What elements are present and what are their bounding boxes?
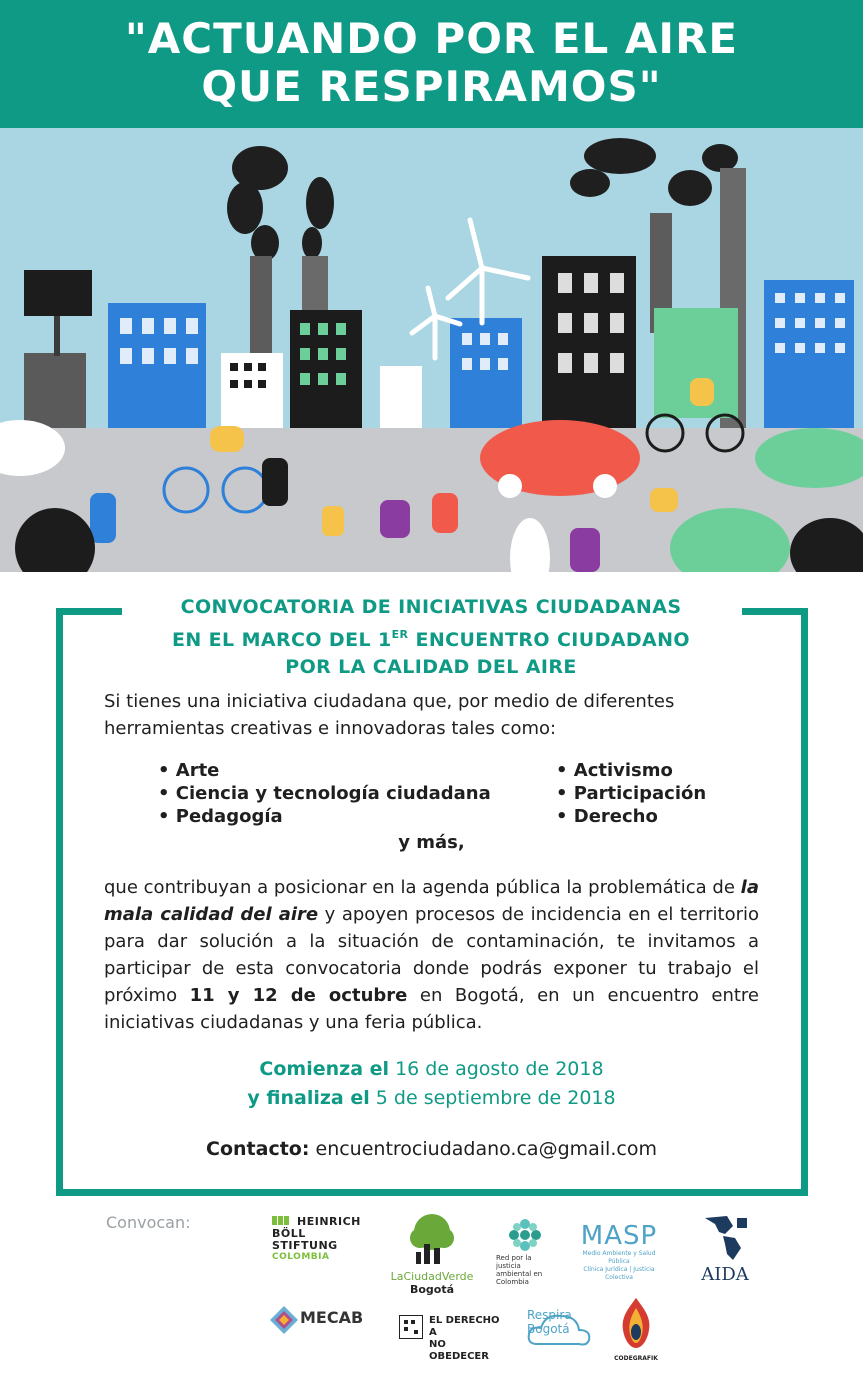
- lcv-name: LaCiudadVerde: [390, 1270, 474, 1283]
- masp-subtitle-2: Clínica Jurídica | Justicia Colectiva: [583, 1266, 655, 1281]
- derecho-line-2: NO OBEDECER: [429, 1339, 489, 1362]
- codegrafik-name: CODEGRAFIK: [614, 1355, 658, 1362]
- flame-icon: [619, 1296, 653, 1350]
- subtitle-line-2: [120, 621, 742, 654]
- start-date: 16 de agosto de 2018: [389, 1058, 604, 1080]
- contact-label: Contacto:: [206, 1138, 310, 1160]
- masp-subtitle-1: Medio Ambiente y Salud Pública: [582, 1250, 656, 1265]
- respira-line-1: Respira: [527, 1308, 572, 1322]
- grid-mark-icon: [399, 1315, 423, 1339]
- americas-map-icon: [697, 1214, 753, 1262]
- derecho-text: [429, 1315, 503, 1363]
- subtitle-line-2-pre: EN EL MARCO DEL 1: [171, 629, 392, 651]
- aida-logo: [690, 1214, 760, 1285]
- bullet-item: • Participación: [556, 783, 707, 804]
- derecho-line-1: EL DERECHO A: [429, 1315, 500, 1338]
- subtitle-line-3: POR LA CALIDAD DEL AIRE: [285, 656, 577, 678]
- bullet-item: • Ciencia y tecnología ciudadana: [158, 783, 491, 804]
- hbs-mark-icon: [272, 1216, 294, 1225]
- end-label: y finaliza el: [247, 1087, 370, 1109]
- convocan-label: Convocan:: [106, 1213, 191, 1232]
- heinrich-boll-logo: [272, 1216, 372, 1262]
- respira-line-2: Bogotá: [527, 1322, 570, 1336]
- end-date-line: [0, 1084, 863, 1113]
- red-text: Red por la justicia ambiental en Colombia: [496, 1254, 543, 1286]
- start-date-line: [0, 1055, 863, 1084]
- end-date: 5 de septiembre de 2018: [369, 1087, 616, 1109]
- mecab-mark-icon: [270, 1306, 298, 1334]
- mecab-name: MECAB: [300, 1308, 364, 1327]
- event-dates: 11 y 12 de octubre: [189, 985, 408, 1006]
- hbs-line: STIFTUNG: [272, 1239, 338, 1252]
- respira-text: [527, 1308, 572, 1336]
- body-part-2: y apoyen procesos de incidencia en el territorio para dar solución a la situación de contaminación, te invitamos a participar de esta convocatoria donde podrás exponer tu trabajo el próximo: [104, 904, 759, 1006]
- start-label: Comienza el: [259, 1058, 390, 1080]
- header-banner: [0, 0, 863, 128]
- body-part-3: en Bogotá, en un encuentro entre iniciativas ciudadanas y una feria pública.: [104, 985, 759, 1033]
- bullet-list-right: [556, 759, 706, 828]
- aida-name: AIDA: [701, 1264, 749, 1285]
- hbs-country: COLOMBIA: [272, 1252, 330, 1262]
- respira-bogota-logo: [525, 1306, 595, 1354]
- bullet-item: • Derecho: [556, 806, 658, 827]
- hbs-line: BÖLL: [272, 1227, 306, 1240]
- title-line-2: QUE RESPIRAMOS": [201, 62, 662, 111]
- title-line-1: "ACTUANDO POR EL AIRE: [124, 14, 739, 63]
- tree-icon: [402, 1212, 462, 1264]
- red-justicia-ambiental-logo: [496, 1218, 556, 1286]
- derecho-no-obedecer-logo: [399, 1315, 503, 1362]
- mecab-logo: [270, 1306, 382, 1338]
- masp-logo: [572, 1222, 666, 1282]
- body-part-1: que contribuyan a posicionar en la agenda pública la problemática de: [104, 877, 741, 898]
- subtitle-line-1: CONVOCATORIA DE INICIATIVAS CIUDADANAS: [180, 596, 682, 618]
- bullet-list-left: [158, 759, 491, 828]
- masp-name: MASP: [580, 1221, 658, 1251]
- bullet-item: • Arte: [158, 760, 220, 781]
- contact-line: [0, 1138, 863, 1160]
- body-paragraph: [104, 874, 759, 1036]
- city-pollution-illustration: [0, 128, 863, 572]
- and-more-text: y más,: [398, 832, 465, 853]
- la-ciudad-verde-logo: [390, 1212, 474, 1296]
- illustration-svg: [0, 128, 863, 572]
- subtitle-ordinal: ER: [391, 628, 409, 641]
- hbs-line: HEINRICH: [297, 1215, 361, 1228]
- lcv-city: Bogotá: [409, 1283, 455, 1296]
- intro-text: Si tienes una iniciativa ciudadana que, por medio de diferentes herramientas creativas e innovadoras tales como:: [104, 691, 675, 739]
- bullet-item: • Pedagogía: [158, 806, 283, 827]
- deadline-dates: [0, 1055, 863, 1113]
- codegrafik-logo: [614, 1296, 658, 1362]
- bullet-item: • Activismo: [556, 760, 673, 781]
- flower-icon: [508, 1218, 542, 1252]
- contact-email-link[interactable]: encuentrociudadano.ca@gmail.com: [309, 1138, 657, 1160]
- subtitle-line-2-post: ENCUENTRO CIUDADANO: [408, 629, 690, 651]
- body-emphasis: la mala calidad del aire: [104, 877, 759, 925]
- call-subtitle: [120, 594, 742, 681]
